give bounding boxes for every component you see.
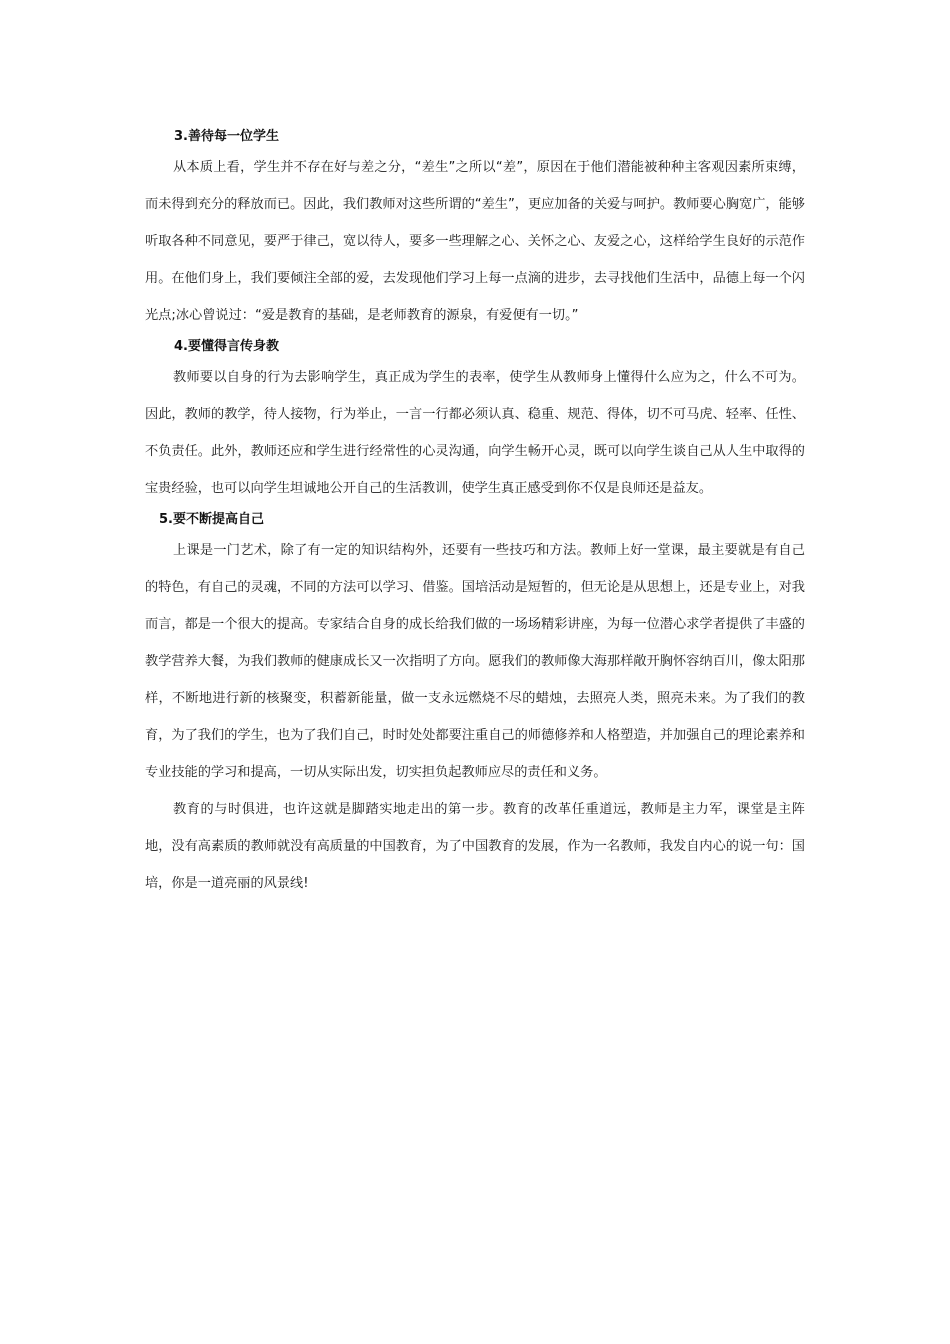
section-heading-4: 4.要懂得言传身教 (174, 339, 279, 354)
document-body (145, 124, 805, 902)
section-5-paragraph-1: 上课是一门艺术，除了有一定的知识结构外，还要有一些技巧和方法。教师上好一堂课，最主要就是有自己的特色，有自己的灵魂，不同的方法可以学习、借鉴。国培活动是短暂的，但无论是从思想上，还是专业上，对我而言，都是一个很大的提高。专家结合自身的成长给我们做的一场场精彩讲座，为每一位潜心求学者提供了丰盛的教学营养大餐，为我们教师的健康成长又一次指明了方向。愿我们的教师像大海那样敞开胸怀容纳百川，像太阳那样，不断地进行新的核聚变，积蓄新能量，做一支永远燃烧不尽的蜡烛，去照亮人类，照亮未来。为了我们的教育，为了我们的学生，也为了我们自己，时时处处都要注重自己的师德修养和人格塑造，并加强自己的理论素养和专业技能的学习和提高，一切从实际出发，切实担负起教师应尽的责任和义务。 (145, 543, 805, 780)
section-heading-3: 3.善待每一位学生 (174, 129, 279, 144)
section-3-paragraph: 从本质上看，学生并不存在好与差之分，“差生”之所以“差”，原因在于他们潜能被种种主客观因素所束缚，而未得到充分的释放而已。因此，我们教师对这些所谓的“差生”，更应加备的关爱与呵护。教师要心胸宽广，能够听取各种不同意见，要严于律己，宽以待人，要多一些理解之心、关怀之心、友爱之心，这样给学生良好的示范作用。在他们身上，我们要倾注全部的爱，去发现他们学习上每一点滴的进步，去寻找他们生活中，品德上每一个闪光点;冰心曾说过：“爱是教育的基础，是老师教育的源泉，有爱便有一切。” (145, 160, 805, 323)
section-5-paragraph-2: 教育的与时俱进，也许这就是脚踏实地走出的第一步。教育的改革任重道远，教师是主力军，课堂是主阵地，没有高素质的教师就没有高质量的中国教育，为了中国教育的发展，作为一名教师，我发自内心的说一句：国培，你是一道亮丽的风景线! (145, 802, 805, 891)
section-heading-5: 5.要不断提高自己 (159, 512, 264, 527)
section-4-paragraph: 教师要以自身的行为去影响学生，真正成为学生的表率，使学生从教师身上懂得什么应为之，什么不可为。因此，教师的教学，待人接物，行为举止，一言一行都必须认真、稳重、规范、得体，切不可马虎、轻率、任性、不负责任。此外，教师还应和学生进行经常性的心灵沟通，向学生畅开心灵，既可以向学生谈自己从人生中取得的宝贵经验，也可以向学生坦诚地公开自己的生活教训，使学生真正感受到你不仅是良师还是益友。 (145, 370, 805, 496)
